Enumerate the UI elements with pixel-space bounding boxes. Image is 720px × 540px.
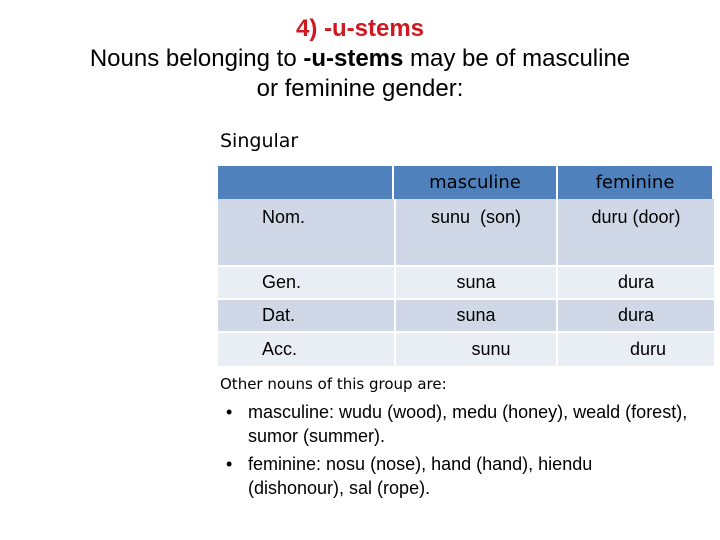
bullet-text: masculine: wudu (wood), medu (honey), weald (forest), sumor (summer).	[248, 402, 688, 446]
feminine-cell: dura	[558, 298, 714, 331]
masculine-cell: sunu (son)	[394, 199, 558, 265]
table-row	[218, 199, 714, 265]
case-cell: Acc.	[218, 331, 394, 366]
slide-title: 4) -u-stems	[295, 15, 425, 42]
list-item	[222, 400, 692, 448]
section-label-singular: Singular	[220, 130, 299, 152]
table-row	[218, 298, 714, 331]
feminine-cell: duru	[558, 331, 714, 366]
slide-subtitle-line2: or feminine gender:	[256, 75, 464, 102]
case-cell: Dat.	[218, 298, 394, 331]
header-cell-feminine: feminine	[558, 166, 714, 199]
subtitle-prefix: Nouns belonging to	[89, 45, 304, 72]
slide-subtitle	[0, 44, 720, 74]
header-cell-masculine: masculine	[394, 166, 558, 199]
case-cell: Nom.	[218, 199, 394, 265]
masculine-cell: suna	[394, 298, 558, 331]
bullet-list	[222, 400, 692, 504]
list-item	[222, 452, 692, 500]
title-block	[0, 14, 720, 104]
subtitle-suffix: may be of masculine	[403, 45, 631, 72]
declension-table	[218, 166, 714, 366]
feminine-cell: dura	[558, 265, 714, 298]
masculine-cell: suna	[394, 265, 558, 298]
bullet-text: feminine: nosu (nose), hand (hand), hiendu (dishonour), sal (rope).	[248, 454, 593, 498]
table-row	[218, 331, 714, 366]
case-cell: Gen.	[218, 265, 394, 298]
table-header-row	[218, 166, 714, 199]
bullet-icon: •	[226, 402, 233, 422]
table-row	[218, 265, 714, 298]
subtitle-bold: -u-stems	[303, 45, 404, 72]
other-nouns-label: Other nouns of this group are:	[220, 375, 447, 393]
feminine-cell: duru (door)	[558, 199, 714, 265]
bullet-icon: •	[226, 454, 233, 474]
header-cell-empty	[218, 166, 394, 199]
masculine-cell: sunu	[394, 331, 558, 366]
